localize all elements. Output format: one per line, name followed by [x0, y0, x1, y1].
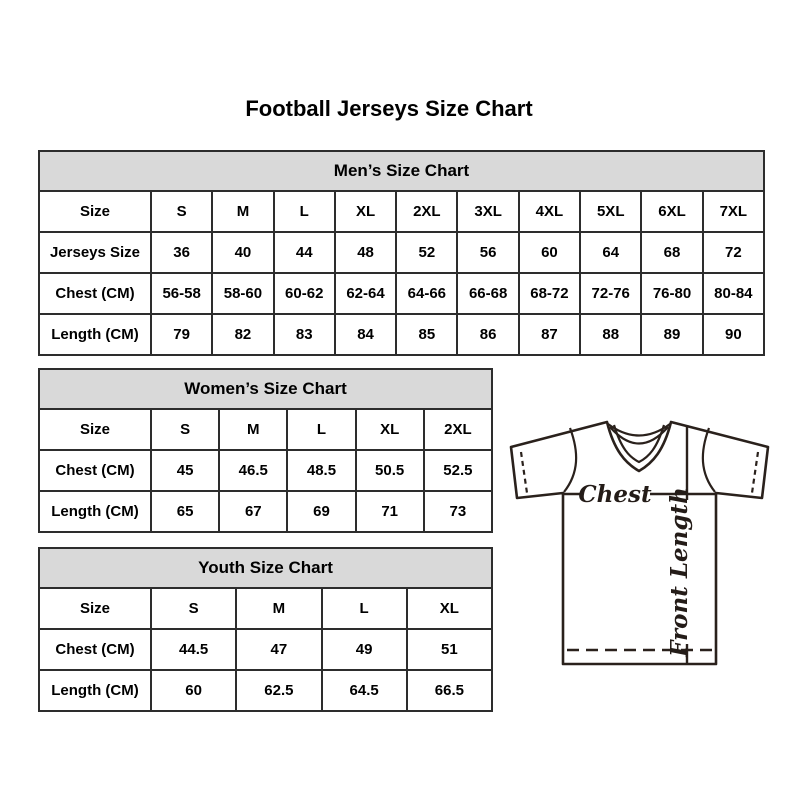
table-row: [39, 191, 764, 232]
jersey-diagram-svg: [498, 408, 790, 674]
row-label: Jerseys Size: [39, 232, 151, 273]
row-label: Chest (CM): [39, 273, 151, 314]
table-cell: 60: [519, 232, 580, 273]
table-cell: 44.5: [151, 629, 236, 670]
table-cell: 84: [335, 314, 396, 355]
table-cell: 44: [274, 232, 335, 273]
table-cell: 2XL: [424, 409, 492, 450]
table-cell: 82: [212, 314, 273, 355]
table-row: [39, 450, 492, 491]
table-row: [39, 409, 492, 450]
table-cell: 67: [219, 491, 287, 532]
table-row: [39, 629, 492, 670]
table-cell: M: [212, 191, 273, 232]
table-row: [39, 273, 764, 314]
table-cell: M: [219, 409, 287, 450]
table-cell: 48.5: [287, 450, 355, 491]
page-title: Football Jerseys Size Chart: [245, 96, 533, 121]
table-cell: 56: [457, 232, 518, 273]
table-cell: 85: [396, 314, 457, 355]
table-cell: 3XL: [457, 191, 518, 232]
row-label: Size: [39, 588, 151, 629]
table-cell: 73: [424, 491, 492, 532]
table-cell: M: [236, 588, 321, 629]
table-cell: 88: [580, 314, 641, 355]
table-cell: 86: [457, 314, 518, 355]
womens-table-header: Women’s Size Chart: [39, 369, 492, 409]
table-cell: 52.5: [424, 450, 492, 491]
table-cell: L: [287, 409, 355, 450]
youth-table-header: Youth Size Chart: [39, 548, 492, 588]
table-cell: L: [274, 191, 335, 232]
table-cell: 60: [151, 670, 236, 711]
table-row: [39, 491, 492, 532]
row-label: Chest (CM): [39, 450, 151, 491]
chest-label: Chest: [578, 481, 652, 508]
table-cell: 64.5: [322, 670, 407, 711]
table-cell: 76-80: [641, 273, 702, 314]
table-cell: 64-66: [396, 273, 457, 314]
row-label: Chest (CM): [39, 629, 151, 670]
table-cell: XL: [335, 191, 396, 232]
table-cell: S: [151, 588, 236, 629]
table-cell: S: [151, 191, 212, 232]
table-cell: XL: [356, 409, 424, 450]
table-cell: 90: [703, 314, 764, 355]
mens-table-header: Men’s Size Chart: [39, 151, 764, 191]
table-cell: 89: [641, 314, 702, 355]
row-label: Length (CM): [39, 491, 151, 532]
jersey-outline: [511, 422, 768, 664]
row-label: Size: [39, 409, 151, 450]
table-cell: 68-72: [519, 273, 580, 314]
mens-size-table: [38, 150, 765, 356]
table-row: [39, 232, 764, 273]
table-cell: 69: [287, 491, 355, 532]
table-cell: 80-84: [703, 273, 764, 314]
table-cell: 4XL: [519, 191, 580, 232]
table-cell: 36: [151, 232, 212, 273]
table-cell: 72-76: [580, 273, 641, 314]
table-cell: 6XL: [641, 191, 702, 232]
table-cell: 83: [274, 314, 335, 355]
front-length-label: Front Length: [666, 487, 693, 657]
table-cell: 62-64: [335, 273, 396, 314]
table-cell: 65: [151, 491, 219, 532]
youth-size-table: [38, 547, 493, 712]
table-cell: S: [151, 409, 219, 450]
table-cell: 2XL: [396, 191, 457, 232]
row-label: Length (CM): [39, 670, 151, 711]
table-cell: L: [322, 588, 407, 629]
womens-size-table: [38, 368, 493, 533]
table-cell: 47: [236, 629, 321, 670]
table-cell: 52: [396, 232, 457, 273]
table-cell: 7XL: [703, 191, 764, 232]
table-row: [39, 314, 764, 355]
table-cell: 68: [641, 232, 702, 273]
table-cell: 79: [151, 314, 212, 355]
table-cell: 66.5: [407, 670, 492, 711]
row-label: Length (CM): [39, 314, 151, 355]
table-cell: 60-62: [274, 273, 335, 314]
table-cell: 51: [407, 629, 492, 670]
table-cell: 45: [151, 450, 219, 491]
table-cell: 64: [580, 232, 641, 273]
table-cell: 40: [212, 232, 273, 273]
table-cell: 87: [519, 314, 580, 355]
row-label: Size: [39, 191, 151, 232]
table-cell: 62.5: [236, 670, 321, 711]
table-cell: 58-60: [212, 273, 273, 314]
table-row: [39, 588, 492, 629]
table-cell: 66-68: [457, 273, 518, 314]
table-cell: XL: [407, 588, 492, 629]
table-cell: 50.5: [356, 450, 424, 491]
table-cell: 71: [356, 491, 424, 532]
table-cell: 72: [703, 232, 764, 273]
jersey-measurement-diagram: [498, 408, 790, 674]
table-cell: 5XL: [580, 191, 641, 232]
table-cell: 48: [335, 232, 396, 273]
table-cell: 56-58: [151, 273, 212, 314]
table-cell: 49: [322, 629, 407, 670]
table-row: [39, 670, 492, 711]
table-cell: 46.5: [219, 450, 287, 491]
